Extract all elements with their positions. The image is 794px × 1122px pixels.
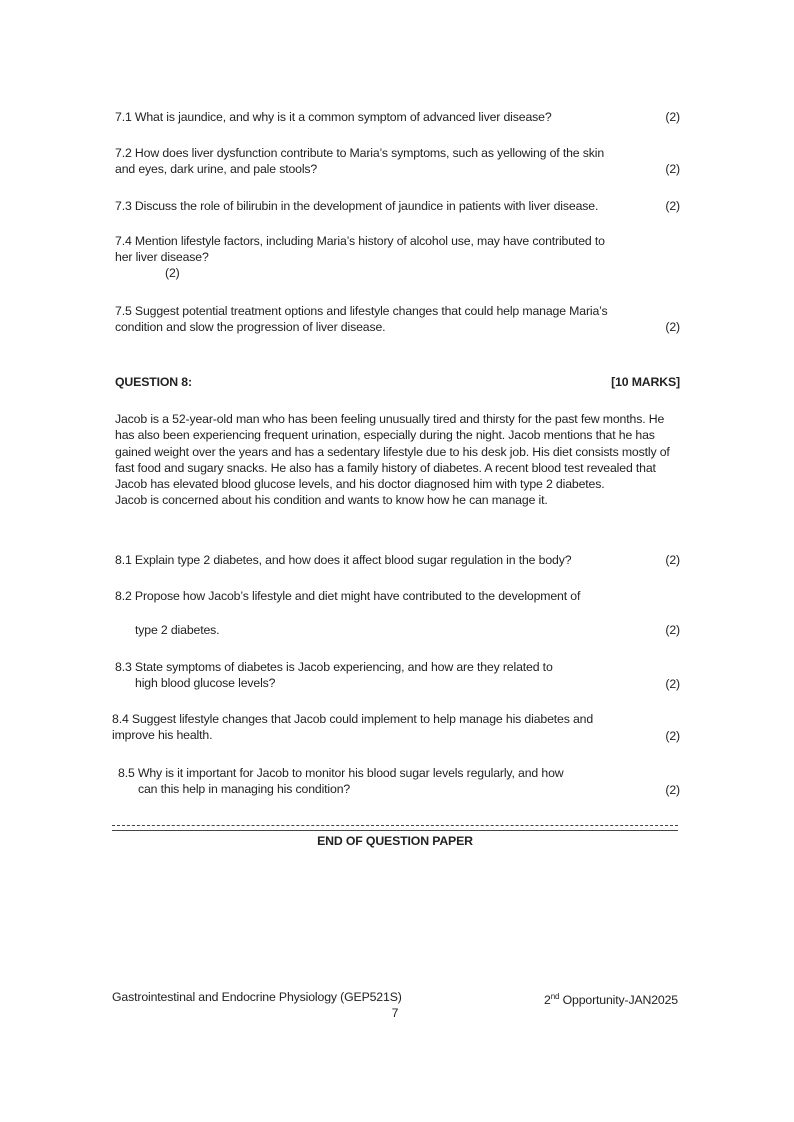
question-text: 8.3 State symptoms of diabetes is Jacob experiencing, and how are they related to	[115, 660, 553, 674]
question-text: 7.4 Mention lifestyle factors, including Maria’s history of alcohol use, may have contributed to	[115, 234, 605, 248]
question-8-1	[115, 552, 680, 568]
question-8-5	[118, 765, 680, 797]
end-of-paper: END OF QUESTION PAPER	[317, 834, 473, 848]
marks: (2)	[665, 162, 680, 176]
question-text: 7.5 Suggest potential treatment options and lifestyle changes that could help manage Maria’s	[115, 304, 608, 318]
question-text: 8.1 Explain type 2 diabetes, and how does it affect blood sugar regulation in the body?	[115, 553, 572, 567]
question-text: condition and slow the progression of liver disease.	[115, 320, 386, 334]
question-text: 7.2 How does liver dysfunction contribute to Maria’s symptoms, such as yellowing of the skin	[115, 146, 605, 160]
question-8-2	[115, 588, 680, 637]
question-7-3	[115, 198, 680, 214]
question-text: can this help in managing his condition?	[138, 782, 351, 796]
marks: (2)	[665, 729, 680, 743]
question-7-5	[115, 303, 680, 335]
opportunity-text: Opportunity-JAN2025	[559, 993, 678, 1008]
question-text: 8.2 Propose how Jacob’s lifestyle and diet might have contributed to the development of	[115, 589, 581, 603]
question-7-4	[115, 233, 680, 281]
question-8-3	[115, 659, 680, 691]
question-text: improve his health.	[112, 728, 213, 742]
question-text: high blood glucose levels?	[135, 676, 276, 690]
question-text: 8.4 Suggest lifestyle changes that Jacob could implement to help manage his diabetes and	[112, 712, 594, 726]
scenario-text	[115, 411, 675, 509]
opportunity-number: 2	[544, 993, 551, 1008]
marks: (2)	[665, 783, 680, 797]
question-text: 7.1 What is jaundice, and why is it a common symptom of advanced liver disease?	[115, 110, 552, 124]
marks: (2)	[165, 266, 180, 280]
page-number: 7	[391, 1006, 399, 1020]
marks: (2)	[665, 320, 680, 334]
solid-divider	[112, 830, 678, 831]
marks: (2)	[665, 623, 680, 637]
question-7-2	[115, 145, 680, 177]
marks: (2)	[665, 199, 680, 213]
question-text: and eyes, dark urine, and pale stools?	[115, 162, 318, 176]
question-text: type 2 diabetes.	[135, 623, 220, 637]
opportunity-suffix: nd	[550, 992, 560, 1001]
question-text: her liver disease?	[115, 250, 209, 264]
total-marks: [10 MARKS]	[611, 375, 680, 389]
marks: (2)	[665, 110, 680, 124]
question-heading: QUESTION 8:	[115, 375, 192, 389]
marks: (2)	[665, 677, 680, 691]
marks: (2)	[665, 553, 680, 567]
question-text: 7.3 Discuss the role of bilirubin in the development of jaundice in patients with liver disease.	[115, 199, 599, 213]
dashed-divider	[112, 825, 678, 826]
scenario-last-line: Jacob is concerned about his condition and wants to know how he can manage it.	[115, 493, 548, 508]
question-8-heading	[115, 374, 680, 390]
question-text: 8.5 Why is it important for Jacob to monitor his blood sugar levels regularly, and how	[118, 766, 564, 780]
footer-course: Gastrointestinal and Endocrine Physiology (GEP521S)	[112, 990, 402, 1004]
footer	[112, 989, 678, 1008]
scenario-paragraph: Jacob is a 52-year-old man who has been feeling unusually tired and thirsty for the past few months. He has also been experiencing frequent urination, especially during the night. Jacob mentions that he has gained weight over the years and has a sedentary lifestyle due to his desk job. His diet consists mostly of fast food and sugary snacks. He also has a family history of diabetes. A recent blood test revealed that Jacob has elevated blood glucose levels, and his doctor diagnosed him with type 2 diabetes.	[115, 412, 670, 492]
question-8-4	[112, 711, 680, 743]
question-7-1	[115, 109, 680, 125]
